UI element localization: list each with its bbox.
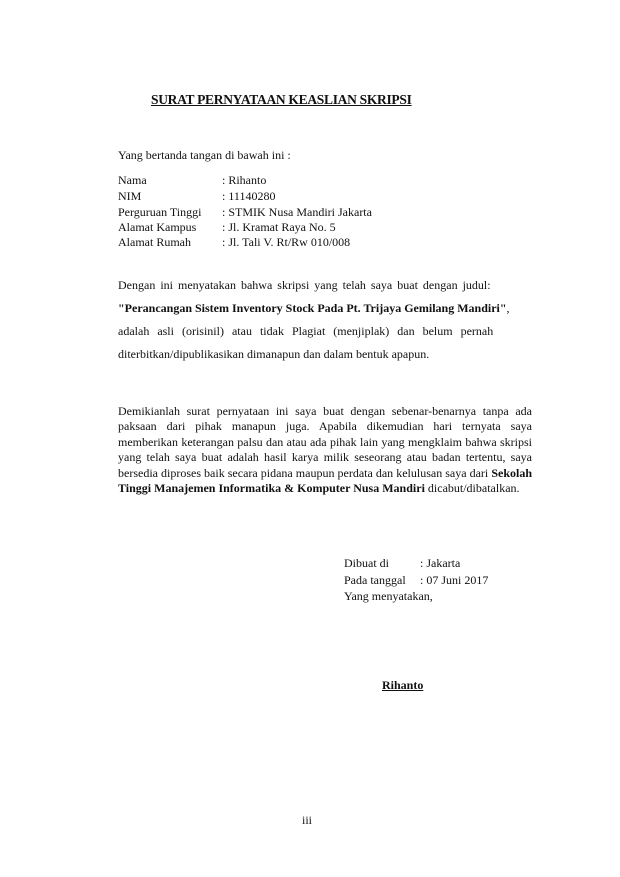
thesis-title-comma: , xyxy=(506,301,510,315)
closing-paragraph xyxy=(118,404,532,496)
statement-line: diterbitkan/dipublikasikan dimanapun dan dalam bentuk apapun. xyxy=(118,347,430,361)
field-label-nama: Nama xyxy=(118,173,147,187)
date-value: : 07 Juni 2017 xyxy=(420,573,489,587)
date-label: Pada tanggal xyxy=(344,573,406,587)
field-value-alamat-kampus: : Jl. Kramat Raya No. 5 xyxy=(222,220,336,234)
field-label-nim: NIM xyxy=(118,189,142,203)
intro-text: Yang bertanda tangan di bawah ini : xyxy=(118,148,291,162)
page-number: iii xyxy=(302,813,313,827)
document-title: SURAT PERNYATAAN KEASLIAN SKRIPSI xyxy=(151,92,412,107)
field-value-nim: : 11140280 xyxy=(222,189,276,203)
field-value-perguruan-tinggi: : STMIK Nusa Mandiri Jakarta xyxy=(222,205,372,219)
field-label-alamat-rumah: Alamat Rumah xyxy=(118,235,191,249)
statement-line: adalah asli (orisinil) atau tidak Plagiat (menjiplak) dan belum pernah xyxy=(118,324,494,338)
signatory-name: Rihanto xyxy=(382,678,424,692)
closing-text: Demikianlah surat pernyataan ini saya buat dengan sebenar-benarnya tanpa ada paksaan dari pihak manapun juga. Apabila dikemudian hari ternyata saya memberikan keterangan palsu dan atau ada pihak lain yang mengklaim bahwa skripsi yang telah saya buat adalah hasil karya milik seseorang atau badan tertentu, saya bersedia diproses baik secara pidana maupun perdata dan kelulusan saya dari xyxy=(118,404,532,480)
field-value-alamat-rumah: : Jl. Tali V. Rt/Rw 010/008 xyxy=(222,235,351,249)
thesis-title-line xyxy=(118,301,510,316)
field-label-alamat-kampus: Alamat Kampus xyxy=(118,220,197,234)
closing-text-end: dicabut/dibatalkan. xyxy=(427,481,520,496)
thesis-title: "Perancangan Sistem Inventory Stock Pada Pt. Trijaya Gemilang Mandiri" xyxy=(118,301,507,315)
field-value-nama: : Rihanto xyxy=(222,173,267,187)
place-value: : Jakarta xyxy=(420,556,461,570)
declarant-label: Yang menyatakan, xyxy=(344,589,433,603)
place-label: Dibuat di xyxy=(344,556,389,570)
statement-line: Dengan ini menyatakan bahwa skripsi yang telah saya buat dengan judul: xyxy=(118,278,491,292)
field-label-perguruan-tinggi: Perguruan Tinggi xyxy=(118,205,202,219)
institution-name: Sekolah Tinggi Manajemen Informatika & Komputer Nusa Mandiri xyxy=(118,465,533,496)
